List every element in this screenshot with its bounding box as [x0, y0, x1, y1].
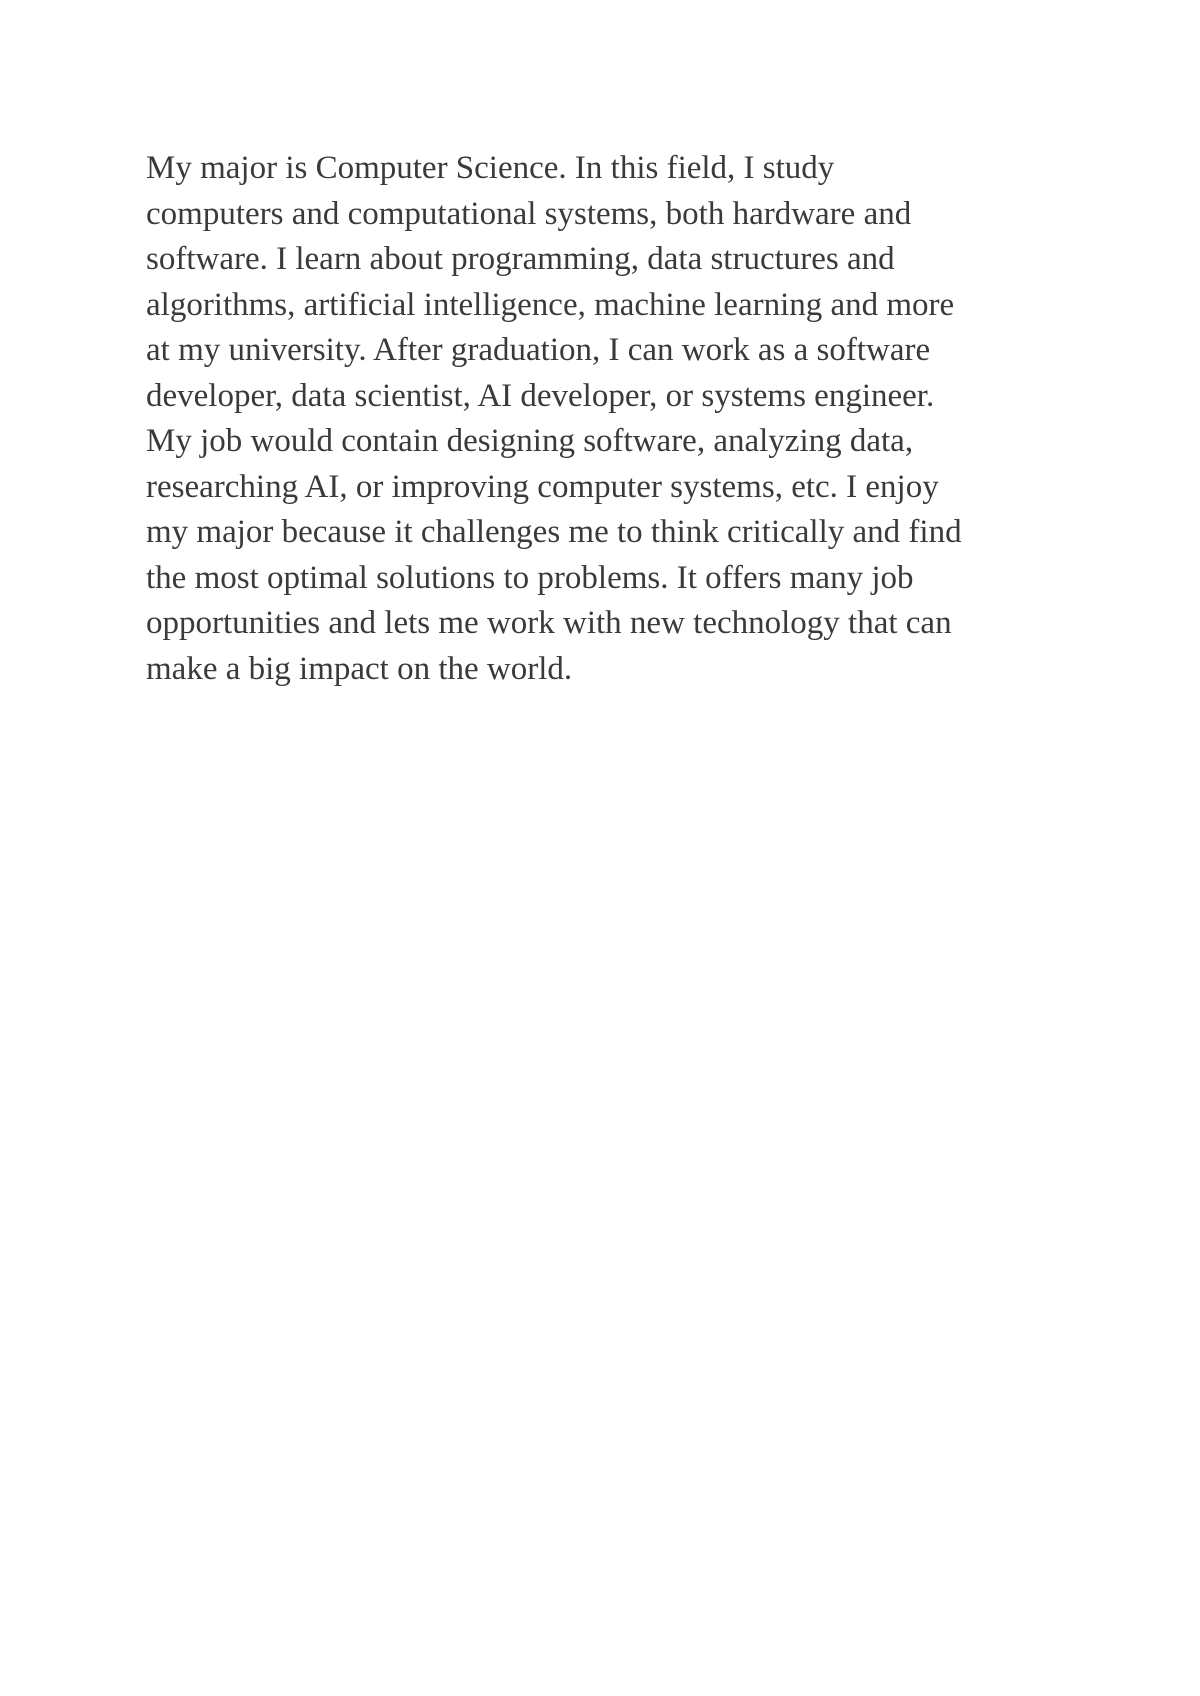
- paragraph-line: researching AI, or improving computer systems, etc. I enjoy: [146, 468, 939, 505]
- paragraph-line: My job would contain designing software, analyzing data,: [146, 423, 914, 459]
- paragraph-line: software. I learn about programming, data structures and: [146, 241, 895, 277]
- paragraph-line: developer, data scientist, AI developer, or systems engineer.: [146, 377, 935, 414]
- paragraph-line: make a big impact on the world.: [146, 650, 573, 687]
- paragraph-line: opportunities and lets me work with new technology that can: [146, 605, 952, 641]
- paragraph-line: computers and computational systems, both hardware and: [146, 195, 912, 232]
- paragraph-line: at my university. After graduation, I can work as a software: [146, 332, 931, 368]
- paragraph-line: the most optimal solutions to problems. It offers many job: [146, 559, 914, 596]
- paragraph-line: algorithms, artificial intelligence, machine learning and more: [146, 286, 955, 323]
- paragraph-line: My major is Computer Science. In this field, I study: [146, 150, 835, 186]
- paragraph-line: my major because it challenges me to think critically and find: [146, 514, 962, 550]
- body-paragraph: [146, 146, 1086, 692]
